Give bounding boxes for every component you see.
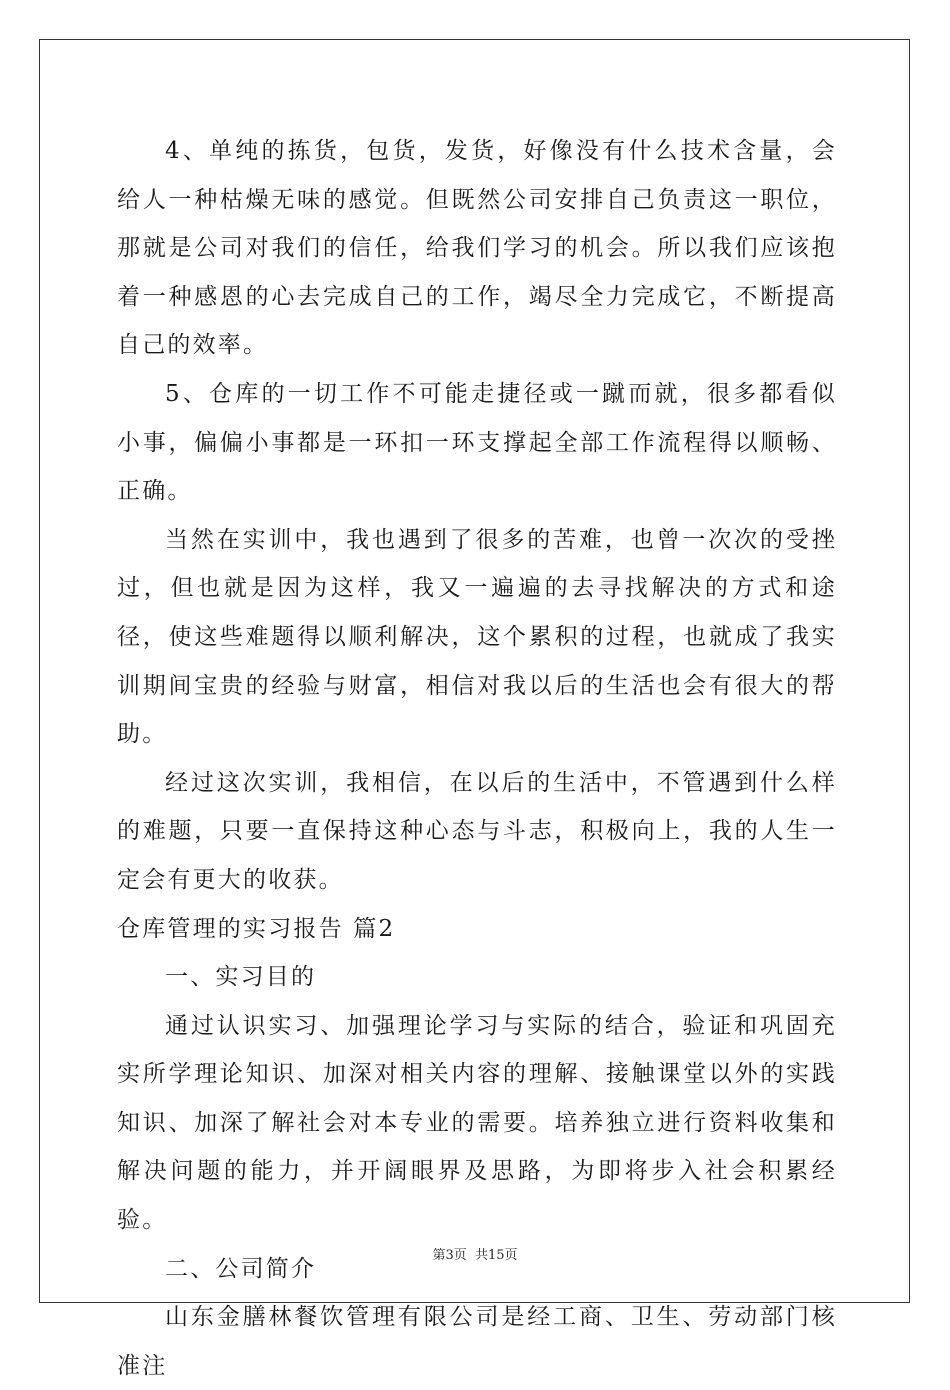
paragraph-item-5: 5、仓库的一切工作不可能走捷径或一蹴而就，很多都看似小事，偏偏小事都是一环扣一环支撑起全部工作流程得以顺畅、正确。 [117,380,837,505]
page-footer [0,1248,950,1264]
paragraph-challenges: 当然在实训中，我也遇到了很多的苦难，也曾一次次的受挫过，但也就是因为这样，我又一遍遍的去寻找解决的方式和途径，使这些难题得以顺利解决，这个累积的过程，也就成了我实训期间宝贵的经验与财富，相信对我以后的生活也会有很大的帮助。 [117,526,837,748]
subsection-heading-company: 二、公司简介 [165,1255,317,1282]
paragraph-conclusion: 经过这次实训，我相信，在以后的生活中，不管遇到什么样的难题，只要一直保持这种心态与斗志，积极向上，我的人生一定会有更大的收获。 [117,769,837,893]
paragraph-company: 山东金膳林餐饮管理有限公司是经工商、卫生、劳动部门核准注 [117,1304,837,1379]
subsection-heading-purpose: 一、实习目的 [165,964,317,991]
paragraph-purpose: 通过认识实习、加强理论学习与实际的结合，验证和巩固充实所学理论知识、加深对相关内容的理解、接触课堂以外的实践知识、加深了解社会对本专业的需要。培养独立进行资料收集和解决问题的能力，并开阔眼界及思路，为即将步入社会积累经验。 [117,1012,837,1234]
page-total: 共15页 [474,1248,518,1263]
section-title: 仓库管理的实习报告 篇2 [117,915,396,942]
document-body [117,127,837,1390]
page-number: 第3页 [432,1248,467,1263]
paragraph-item-4: 4、单纯的拣货，包货，发货，好像没有什么技术含量，会给人一种枯燥无味的感觉。但既然公司安排自己负责这一职位，那就是公司对我们的信任，给我们学习的机会。所以我们应该抱着一种感恩的心去完成自己的工作，竭尽全力完成它，不断提高自己的效率。 [117,138,837,359]
